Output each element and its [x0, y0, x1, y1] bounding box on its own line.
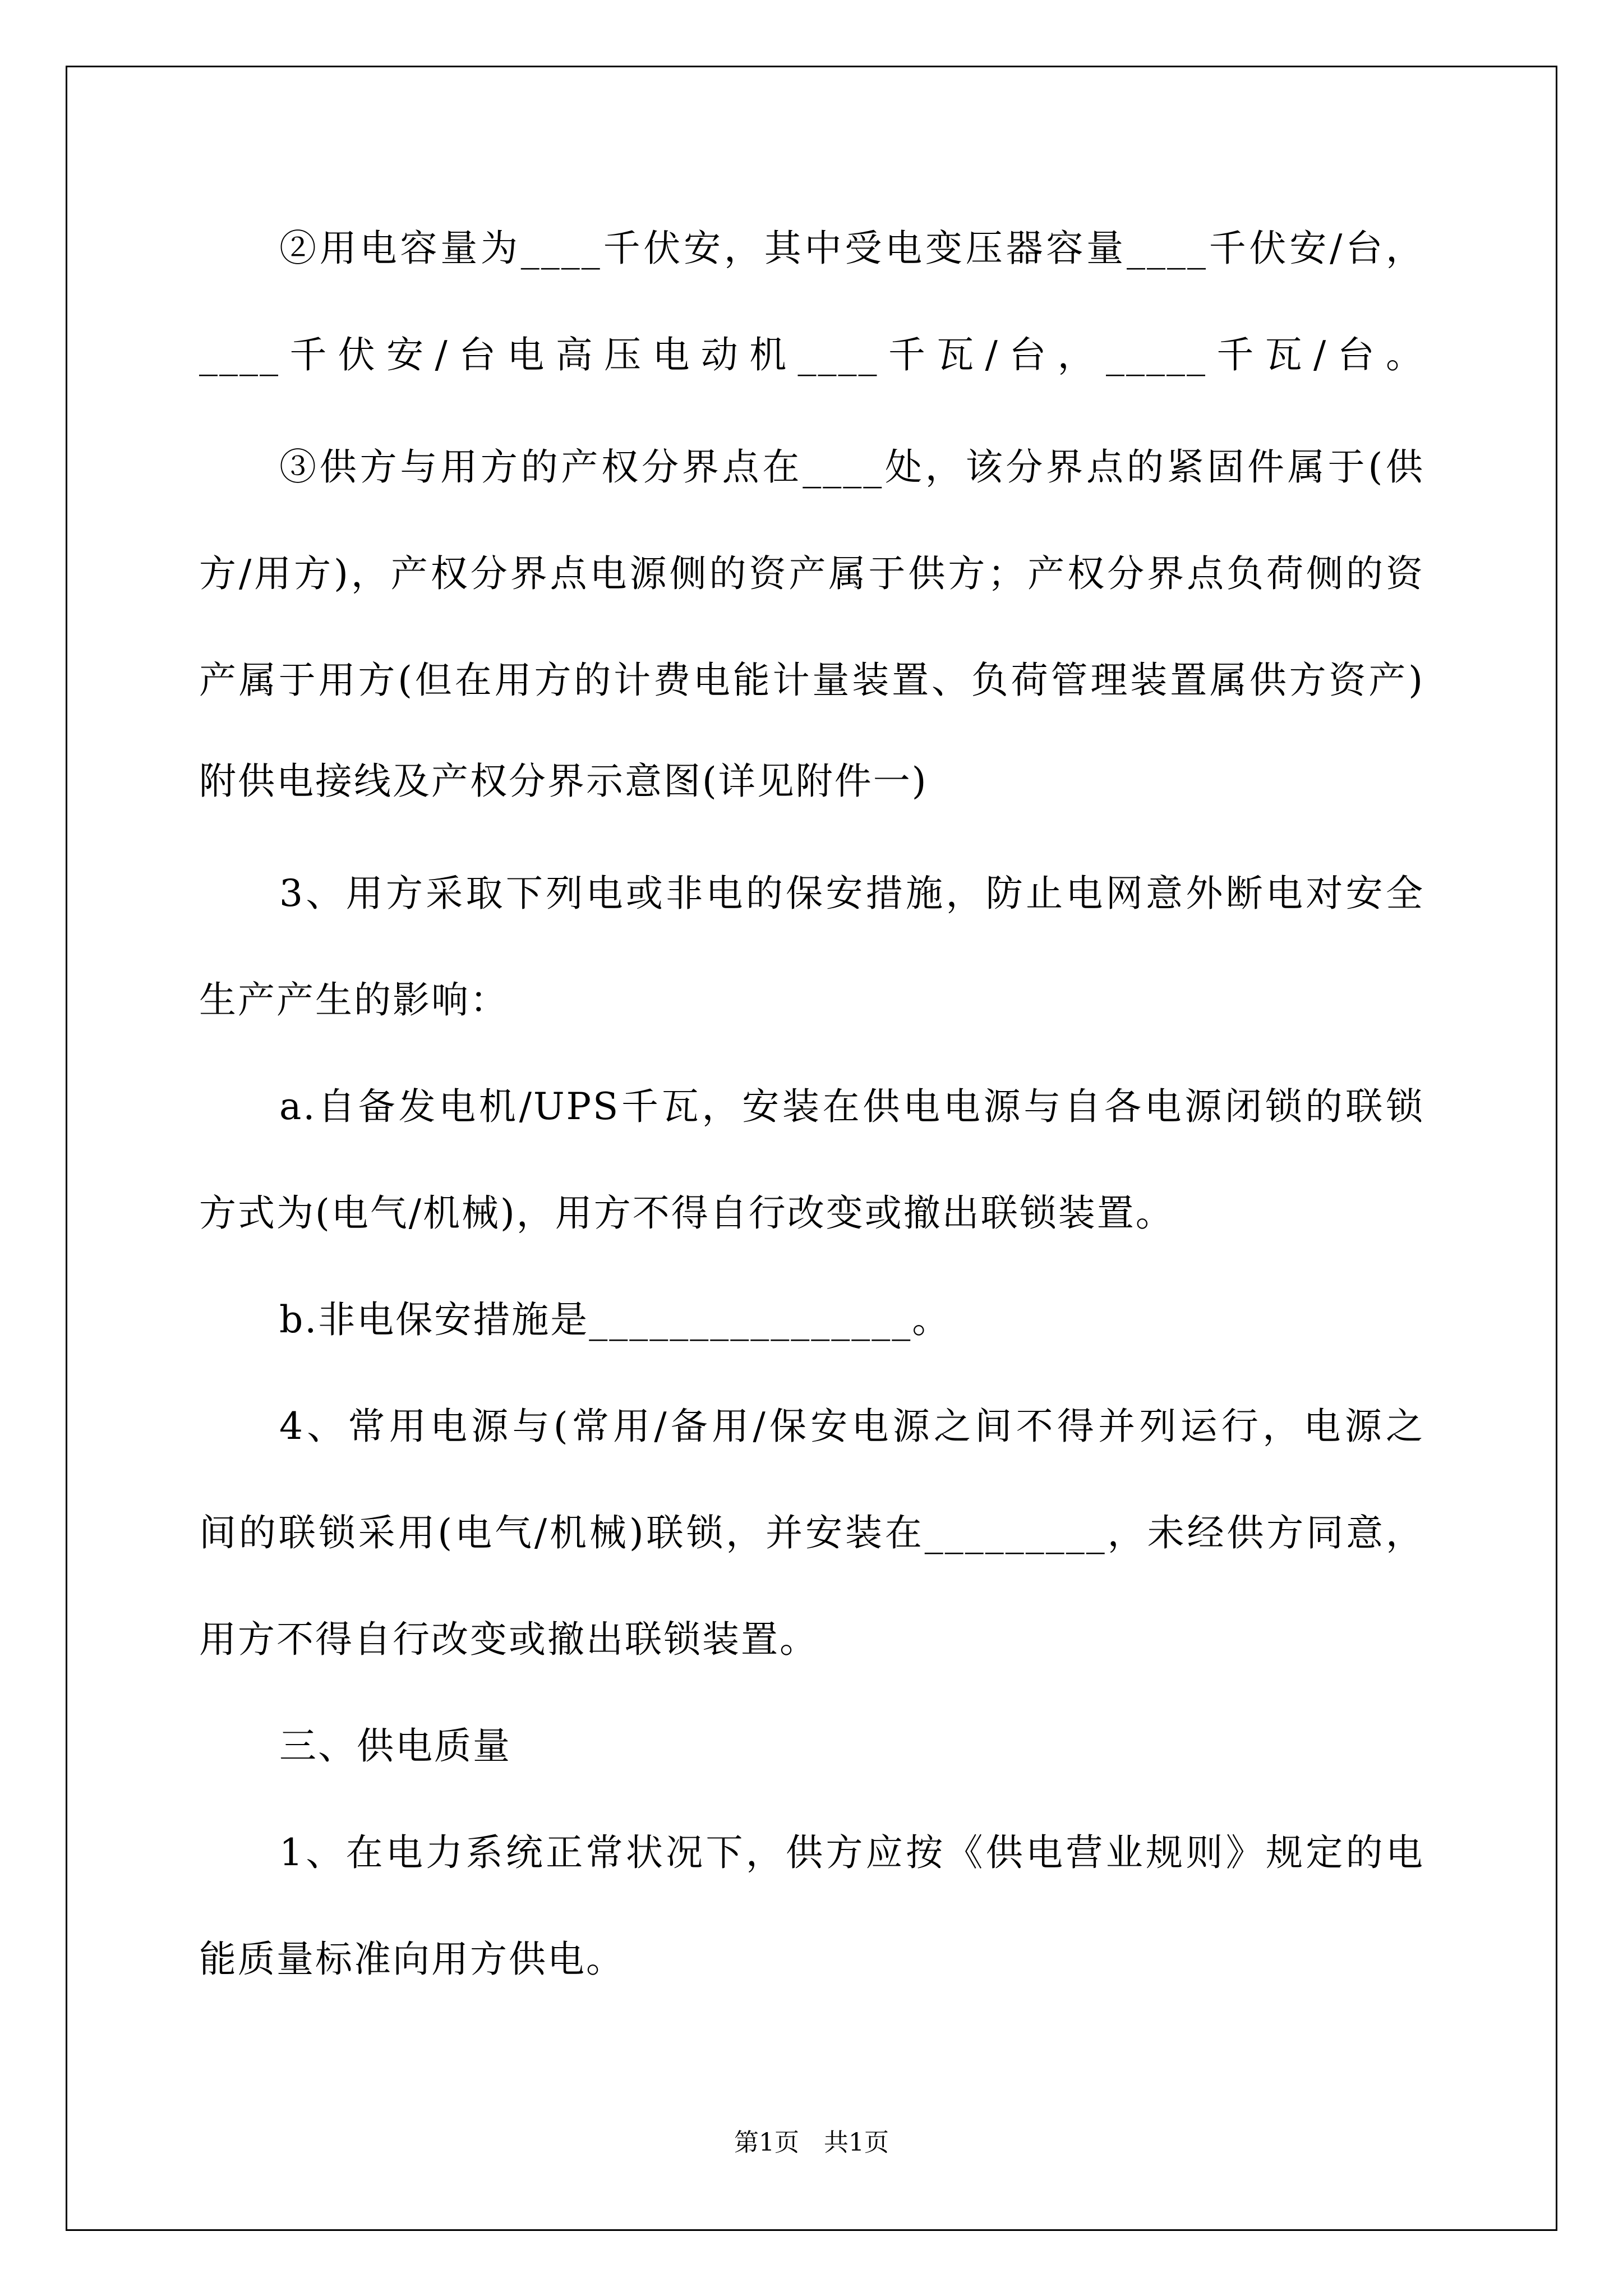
- paragraph-line: 用方不得自行改变或撤出联锁装置。: [199, 1618, 818, 1661]
- section-heading: 三、供电质量: [279, 1724, 511, 1768]
- page-border: [66, 66, 1557, 2231]
- paragraph-line: 4、常用电源与(常用/备用/保安电源之间不得并列运行，电源之: [279, 1405, 1424, 1448]
- paragraph-line: 能质量标准向用方供电。: [199, 1938, 625, 1981]
- paragraph-line: ②用电容量为____千伏安，其中受电变压器容量____千伏安/台，: [279, 227, 1424, 270]
- paragraph-line: a.自备发电机/UPS千瓦，安装在供电电源与自各电源闭锁的联锁: [279, 1085, 1424, 1128]
- paragraph-line: 方/用方)，产权分界点电源侧的资产属于供方；产权分界点负荷侧的资: [199, 552, 1424, 595]
- page-footer: 第1页 共1页: [734, 2128, 889, 2157]
- paragraph-line: b.非电保安措施是________________。: [279, 1298, 951, 1341]
- paragraph-line: ____千伏安/台电高压电动机____千瓦/台，_____千瓦/台。: [199, 333, 1424, 376]
- paragraph-line: 生产产生的影响：: [199, 978, 509, 1022]
- paragraph-line: 3、用方采取下列电或非电的保安措施，防止电网意外断电对安全: [279, 872, 1424, 915]
- paragraph-line: 附供电接线及产权分界示意图(详见附件一): [199, 760, 928, 803]
- paragraph-line: 1、在电力系统正常状况下，供方应按《供电营业规则》规定的电: [279, 1831, 1424, 1874]
- paragraph-line: 间的联锁采用(电气/机械)联锁，并安装在_________，未经供方同意，: [199, 1511, 1424, 1554]
- paragraph-line: ③供方与用方的产权分界点在____处，该分界点的紧固件属于(供: [279, 445, 1424, 489]
- paragraph-line: 产属于用方(但在用方的计费电能计量装置、负荷管理装置属供方资产): [199, 659, 1424, 702]
- paragraph-line: 方式为(电气/机械)，用方不得自行改变或撤出联锁装置。: [199, 1191, 1174, 1235]
